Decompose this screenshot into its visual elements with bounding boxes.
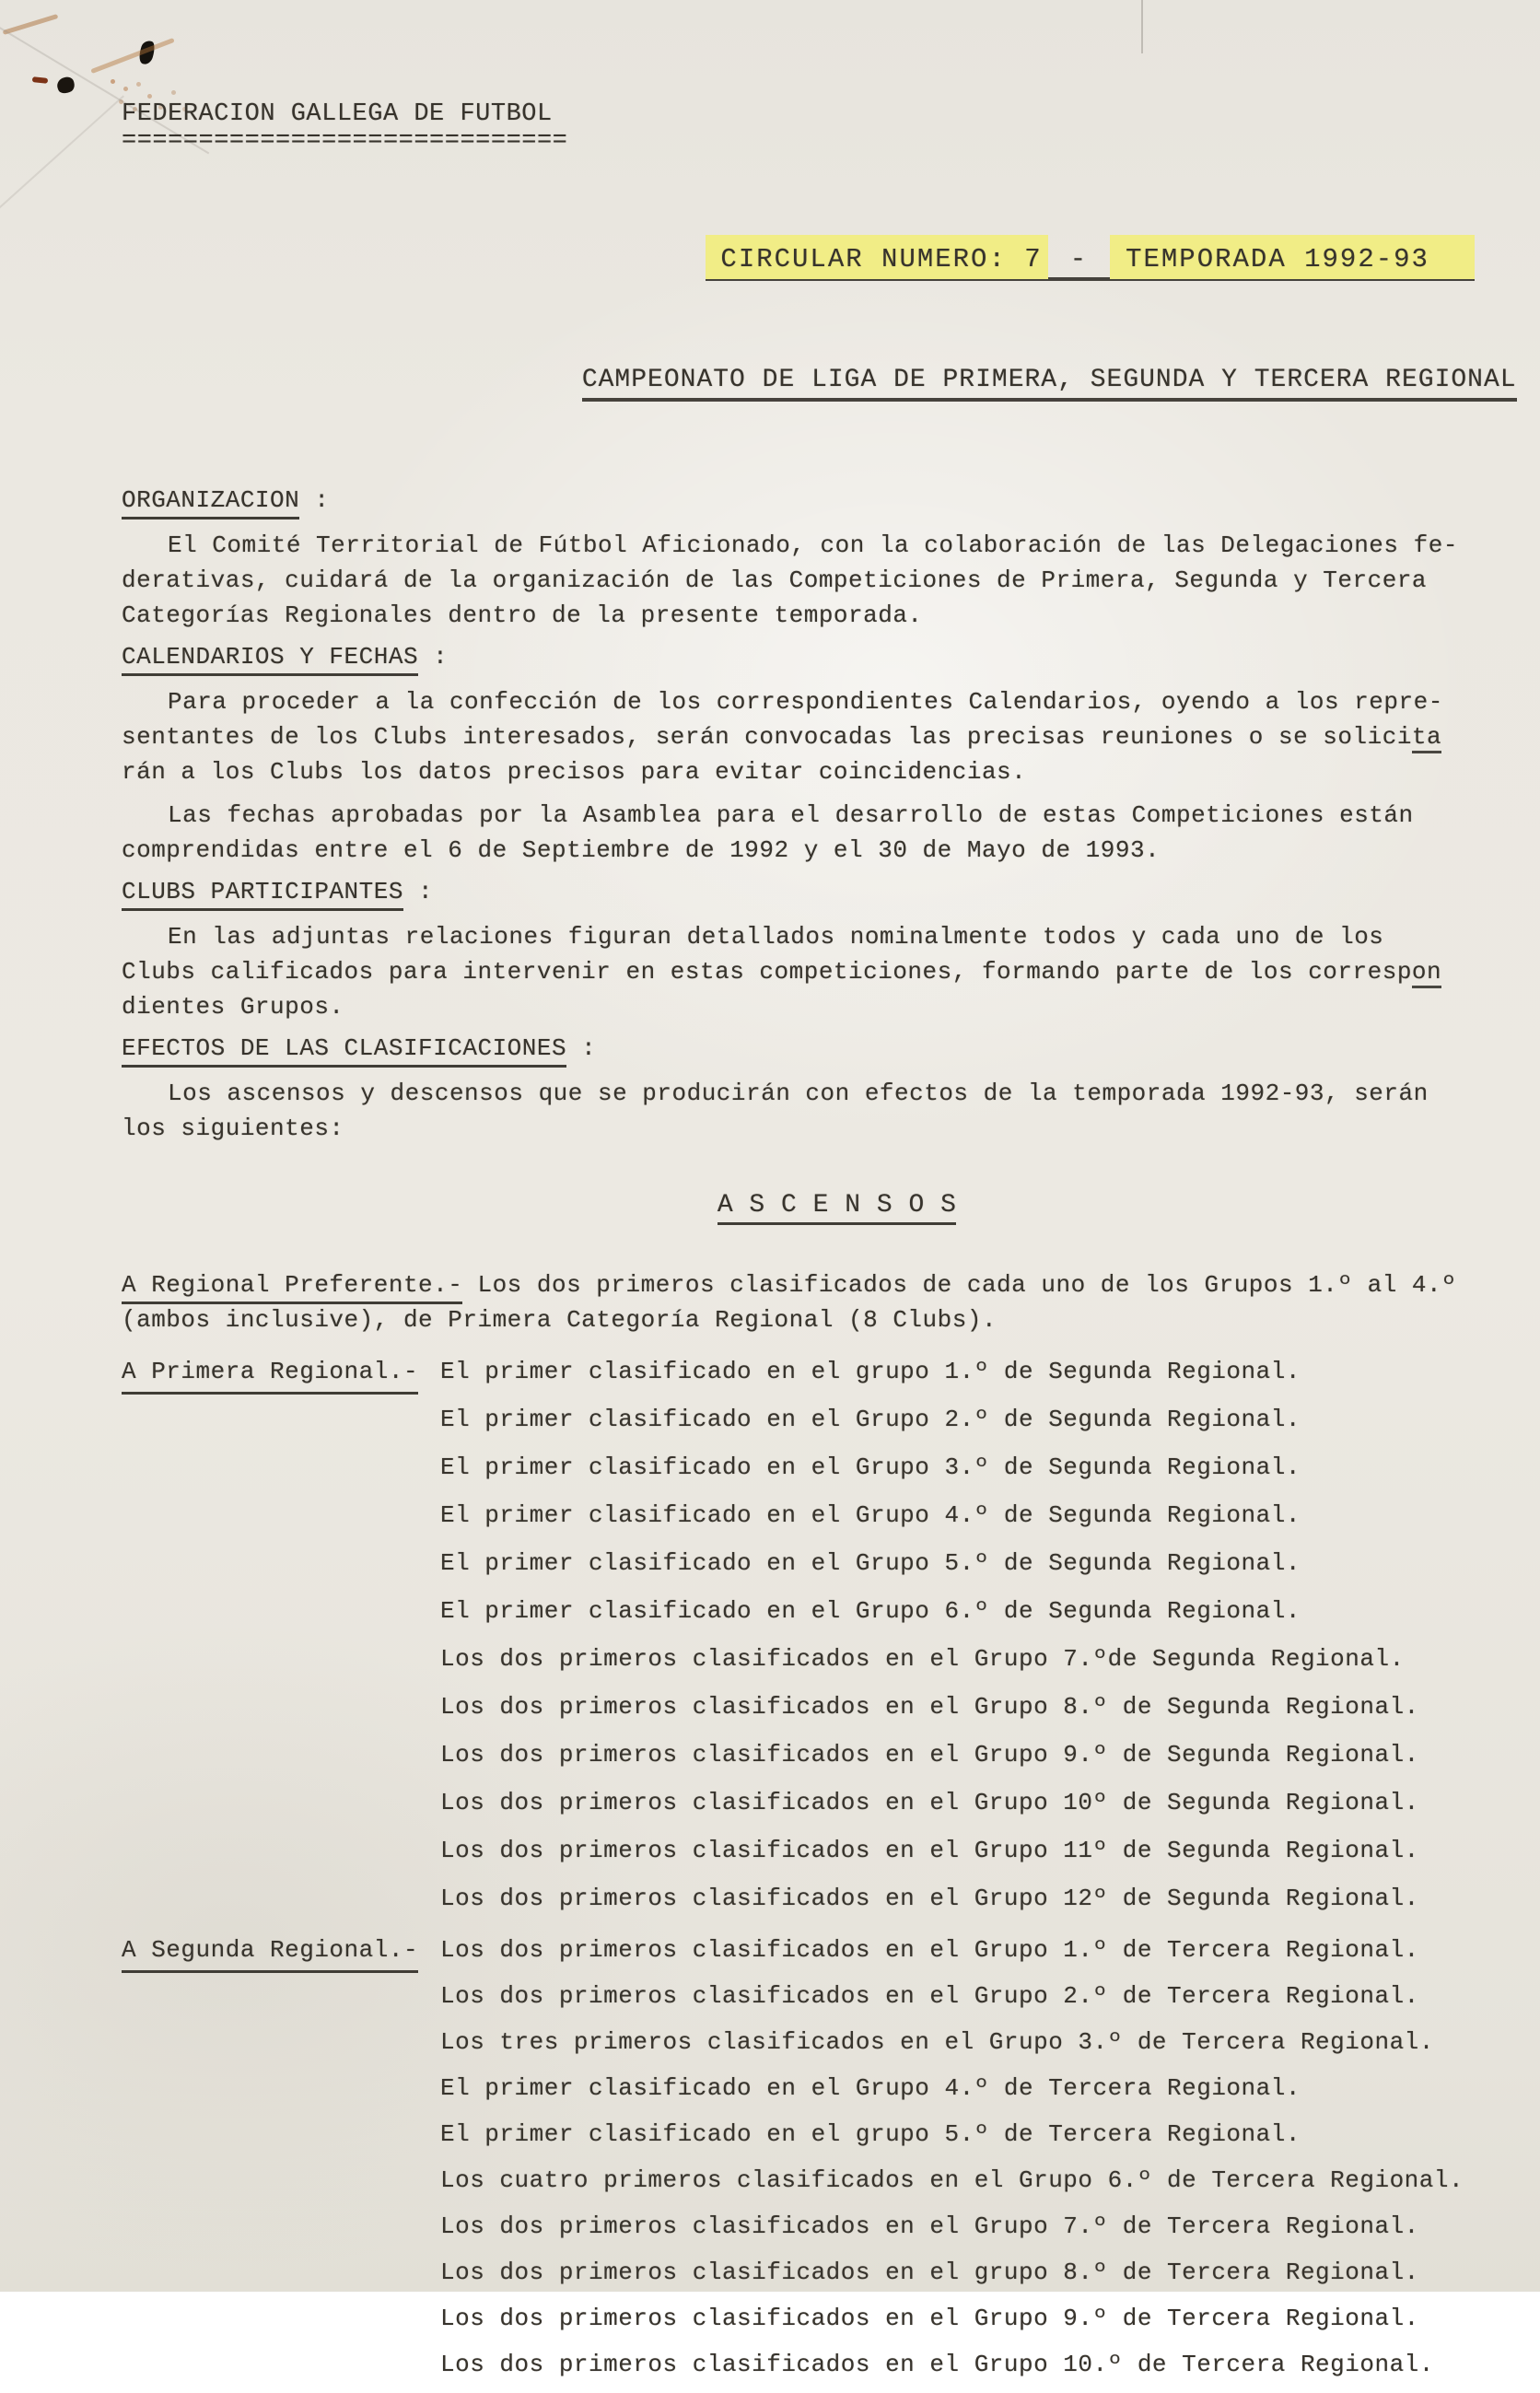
circular-title-underline: [706, 244, 1475, 281]
section: [122, 1033, 1476, 1146]
org-name-underline: =============================: [122, 127, 568, 155]
text-line: Los ascensos y descensos que se producirán con efectos de la temporada 1992-93, serán: [168, 1080, 1429, 1107]
text-line: El primer clasificado en el Grupo 4.º de Tercera Regional.: [440, 2074, 1301, 2102]
text-line: Los dos primeros clasificados en el Grupo 12º de Segunda Regional.: [440, 1885, 1419, 1912]
section-heading: CLUBS PARTICIPANTES :: [122, 876, 1476, 907]
text-line: rán a los Clubs los datos precisos para evitar coincidencias.: [122, 758, 1027, 786]
ascensos-entries: [122, 1267, 1476, 2382]
text-line: Los dos primeros clasificados en el Grupo 9.º de Tercera Regional.: [440, 2305, 1419, 2332]
paragraph: [122, 684, 1476, 789]
text-line: Los dos primeros clasificados en el Grupo 7.º de Tercera Regional.: [440, 2212, 1419, 2240]
entry-label: A Primera Regional.-: [122, 1354, 418, 1395]
season-highlight: TEMPORADA 1992-93: [1110, 235, 1475, 279]
text-line: comprendidas entre el 6 de Septiembre de 1992 y el 30 de Mayo de 1993.: [122, 836, 1161, 864]
section-heading: EFECTOS DE LAS CLASIFICACIONES :: [122, 1033, 1476, 1064]
text-line: dientes Grupos.: [122, 993, 344, 1021]
paragraph: [122, 528, 1476, 633]
section: [122, 876, 1476, 1024]
text-line: sentantes de los Clubs interesados, serán convocadas las precisas reuniones o se solicita: [122, 719, 1476, 754]
text-line: Las fechas aprobadas por la Asamblea para el desarrollo de estas Competiciones están: [168, 801, 1414, 829]
text-line: Los cuatro primeros clasificados en el Grupo 6.º de Tercera Regional.: [440, 2166, 1464, 2194]
text-line: En las adjuntas relaciones figuran detallados nominalmente todos y cada uno de los: [168, 923, 1384, 951]
document-content: [122, 0, 1517, 2393]
text-line: El primer clasificado en el Grupo 3.º de Segunda Regional.: [440, 1453, 1301, 1481]
text-line: Los tres primeros clasificados en el Grupo 3.º de Tercera Regional.: [440, 2028, 1434, 2056]
rust-speckles: [111, 79, 115, 84]
text-line: El Comité Territorial de Fútbol Aficionado, con la colaboración de las Delegaciones fe-: [168, 531, 1458, 559]
text-line: derativas, cuidará de la organización de las Competiciones de Primera, Segunda y Tercera: [122, 566, 1428, 594]
org-name: FEDERACION GALLEGA DE FUTBOL: [122, 100, 553, 128]
paragraph: [122, 798, 1476, 868]
text-line: Para proceder a la confección de los correspondientes Calendarios, oyendo a los repre-: [168, 688, 1443, 716]
section-heading-text: ORGANIZACION: [122, 486, 299, 519]
text-line: El primer clasificado en el grupo 1.º de Segunda Regional.: [440, 1358, 1301, 1385]
text-line: El primer clasificado en el Grupo 6.º de Segunda Regional.: [440, 1597, 1301, 1625]
section-heading-text: CLUBS PARTICIPANTES: [122, 878, 403, 911]
text-line: los siguientes:: [122, 1115, 344, 1142]
section: [122, 641, 1476, 868]
ascensos-entry: [122, 1354, 1476, 1916]
rust-stain: [3, 14, 59, 35]
text-line: Categorías Regionales dentro de la presente temporada.: [122, 601, 923, 629]
section-heading-text: CALENDARIOS Y FECHAS: [122, 643, 418, 676]
circular-number-highlight: CIRCULAR NUMERO: 7: [706, 235, 1047, 279]
ink-stain: [55, 75, 77, 96]
text-line: Los dos primeros clasificados en el grupo 8.º de Tercera Regional.: [440, 2259, 1419, 2286]
text-line: Los dos primeros clasificados en el Grupo 2.º de Tercera Regional.: [440, 1982, 1419, 2010]
rust-stain: [32, 76, 49, 84]
title-dash: -: [1069, 244, 1089, 274]
text-line: A Regional Preferente.- Los dos primeros clasificados de cada uno de los Grupos 1.º al 4.º: [122, 1267, 1476, 1302]
ascensos-heading-row: [622, 1159, 1476, 1253]
underlined-suffix: on: [1412, 958, 1441, 988]
paper-crease: [0, 95, 124, 219]
text-line: El primer clasificado en el Grupo 5.º de Segunda Regional.: [440, 1549, 1301, 1577]
section: [122, 484, 1476, 633]
section-heading: CALENDARIOS Y FECHAS :: [122, 641, 1476, 672]
text-line: Los dos primeros clasificados en el Grupo 9.º de Segunda Regional.: [440, 1741, 1419, 1768]
section-heading: ORGANIZACION :: [122, 484, 1476, 516]
text-line: Los dos primeros clasificados en el Grupo 7.ºde Segunda Regional.: [440, 1645, 1405, 1673]
text-line: El primer clasificado en el Grupo 4.º de Segunda Regional.: [440, 1501, 1301, 1529]
subtitle-row: [484, 333, 1517, 427]
underlined-suffix: ta: [1412, 723, 1441, 753]
text-line: Los dos primeros clasificados en el Grupo 8.º de Segunda Regional.: [440, 1693, 1419, 1721]
text-line: El primer clasificado en el grupo 5.º de Tercera Regional.: [440, 2120, 1301, 2148]
text-line: Clubs calificados para intervenir en estas competiciones, formando parte de los correspon: [122, 954, 1476, 989]
section-heading-text: EFECTOS DE LAS CLASIFICACIONES: [122, 1034, 566, 1068]
paragraph: [122, 1076, 1476, 1146]
ascensos-entry: [122, 1267, 1476, 1337]
text-line: (ambos inclusive), de Primera Categoría Regional (8 Clubs).: [122, 1306, 998, 1334]
text-line: Los dos primeros clasificados en el Grupo 1.º de Tercera Regional.: [440, 1936, 1419, 1964]
text-line: Los dos primeros clasificados en el Grupo 11º de Segunda Regional.: [440, 1837, 1419, 1864]
paragraph: [122, 919, 1476, 1024]
entry-label: A Segunda Regional.-: [122, 1932, 418, 1973]
entry-label: A Regional Preferente.-: [122, 1271, 462, 1304]
document-subtitle: CAMPEONATO DE LIGA DE PRIMERA, SEGUNDA Y TERCERA REGIONAL: [582, 366, 1517, 402]
circular-title-row: [599, 210, 1476, 309]
sections: [122, 484, 1476, 1146]
text-line: El primer clasificado en el Grupo 2.º de Segunda Regional.: [440, 1406, 1301, 1433]
text-line: Los dos primeros clasificados en el Grupo 10.º de Tercera Regional.: [440, 2351, 1434, 2378]
ascensos-entry: [122, 1932, 1476, 2382]
text-line: Los dos primeros clasificados en el Grupo 10º de Segunda Regional.: [440, 1789, 1419, 1816]
ascensos-heading: A S C E N S O S: [718, 1191, 957, 1225]
